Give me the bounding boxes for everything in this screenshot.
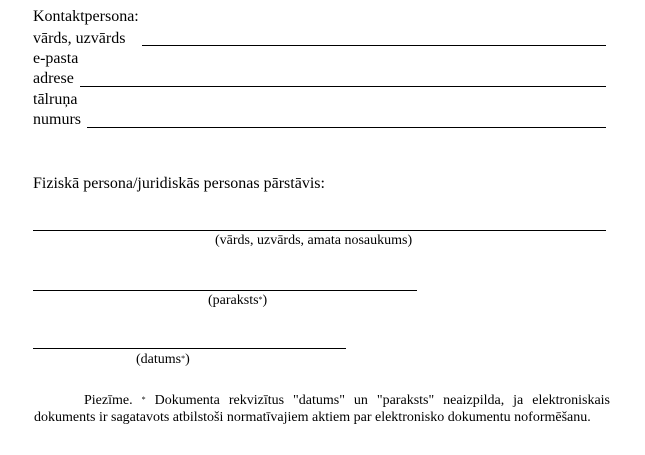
email-field-line[interactable]: [80, 86, 606, 87]
signature-caption: (paraksts*): [208, 293, 268, 308]
signature-footnote-mark: *: [258, 295, 263, 304]
note-mark: *: [141, 395, 146, 404]
phone-label-line1: tālruņa: [33, 91, 78, 108]
representative-heading: Fiziskā persona/juridiskās personas pārstāvis:: [33, 175, 325, 192]
email-label-line1: e-pasta: [33, 50, 79, 67]
note-text: Dokumenta rekvizītus "datums" un "paraksts" neaizpilda, ja elektroniskais dokuments ir sagatavots atbilstoši normatīvajiem aktiem par elektronisko dokumentu noformēšanu.: [34, 393, 611, 425]
contact-heading: Kontaktpersona:: [33, 8, 139, 25]
footnote: [34, 392, 610, 426]
name-label: vārds, uzvārds: [33, 30, 126, 47]
date-line[interactable]: [33, 348, 346, 349]
representative-name-line[interactable]: [33, 230, 606, 231]
signature-line[interactable]: [33, 290, 417, 291]
date-footnote-mark: *: [181, 354, 186, 363]
phone-field-line[interactable]: [87, 127, 606, 128]
phone-label-line2: numurs: [33, 111, 81, 128]
name-field-line[interactable]: [142, 45, 606, 46]
email-label-line2: adrese: [33, 70, 74, 87]
representative-name-caption: (vārds, uzvārds, amata nosaukums): [215, 233, 413, 248]
date-caption: (datums*): [136, 352, 190, 367]
note-label: Piezīme.: [84, 393, 133, 408]
